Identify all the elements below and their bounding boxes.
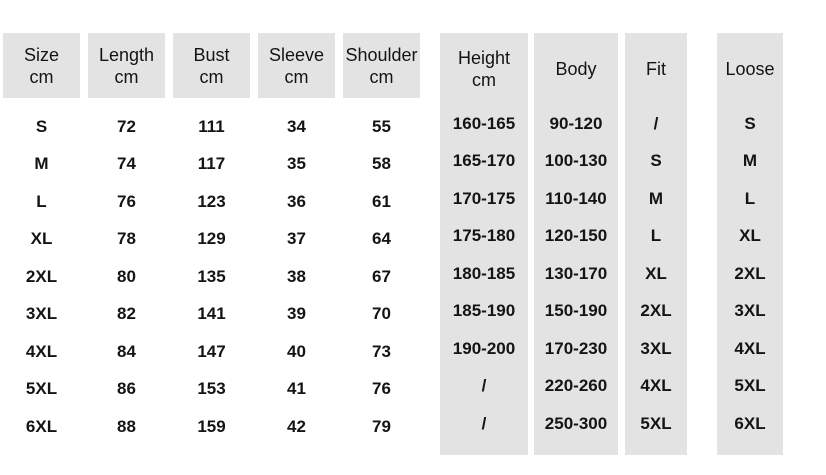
table-cell: 120-150 [544, 226, 608, 246]
table-cell: XL [30, 229, 53, 249]
table-cell: 86 [117, 379, 136, 399]
table-cell: 4XL [25, 341, 58, 361]
table-cell: 61 [372, 191, 391, 211]
table-row [3, 408, 420, 446]
column-header [717, 33, 783, 105]
table-row [3, 333, 420, 371]
column-header-title: Sleeve [268, 44, 325, 65]
table-cell: 129 [197, 229, 226, 249]
table-column [440, 33, 528, 455]
table-cell: 80 [117, 266, 136, 286]
table-cell: 41 [287, 379, 306, 399]
table-cell: 90-120 [549, 113, 603, 133]
table-column [625, 33, 687, 455]
table-cell: 34 [287, 116, 306, 136]
table-cell: XL [645, 263, 667, 283]
column-header [88, 33, 165, 98]
table-cell: S [35, 116, 48, 136]
table-cell: 37 [287, 229, 306, 249]
table-cell: 82 [117, 304, 136, 324]
table-row [3, 108, 420, 146]
table-cell: 42 [287, 416, 306, 436]
table-cell: 3XL [25, 304, 58, 324]
table-cell: 79 [372, 416, 391, 436]
table-cell: 147 [197, 341, 226, 361]
table-cell: / [653, 113, 659, 133]
fit-guide-table [440, 33, 783, 455]
table-cell: 5XL [25, 379, 58, 399]
table-cell: 100-130 [544, 151, 608, 171]
column-header-title: Height [457, 48, 511, 68]
table-row [3, 221, 420, 259]
column-header-unit: cm [199, 66, 224, 87]
table-cell: 70 [372, 304, 391, 324]
table-cell: 58 [372, 154, 391, 174]
table-cell: XL [739, 226, 761, 246]
table-cell: 2XL [734, 263, 766, 283]
column-header-title: Shoulder [345, 44, 418, 65]
table-cell: 39 [287, 304, 306, 324]
table-cell: 6XL [734, 413, 766, 433]
table-cell: 141 [197, 304, 226, 324]
measurements-table-body [3, 108, 420, 446]
table-cell: M [34, 154, 49, 174]
table-cell: 36 [287, 191, 306, 211]
table-cell: 3XL [640, 338, 672, 358]
table-cell: 35 [287, 154, 306, 174]
table-cell: 160-165 [452, 113, 516, 133]
table-row [3, 296, 420, 334]
column-header-title: Length [98, 44, 155, 65]
column-header-unit: cm [369, 66, 394, 87]
table-cell: 74 [117, 154, 136, 174]
column-header [343, 33, 420, 98]
table-cell: S [650, 151, 662, 171]
table-cell: 5XL [640, 413, 672, 433]
column-header-title: Size [23, 44, 59, 65]
table-cell: 6XL [25, 416, 58, 436]
table-cell: 76 [372, 379, 391, 399]
measurements-table [3, 33, 420, 446]
table-cell: 250-300 [544, 413, 608, 433]
table-cell: L [650, 226, 662, 246]
table-cell: 38 [287, 266, 306, 286]
table-row [3, 183, 420, 221]
table-cell: 3XL [734, 301, 766, 321]
table-cell: 88 [117, 416, 136, 436]
column-header-unit: cm [114, 66, 139, 87]
measurements-table-header-row [3, 33, 420, 98]
table-cell: 67 [372, 266, 391, 286]
table-cell: L [36, 191, 47, 211]
column-header-unit: cm [29, 66, 54, 87]
table-cell: 170-230 [544, 338, 608, 358]
column-header-unit: cm [284, 66, 309, 87]
table-cell: 153 [197, 379, 226, 399]
table-cell: 190-200 [452, 338, 516, 358]
table-cell: 2XL [25, 266, 58, 286]
column-header [173, 33, 250, 98]
table-cell: 170-175 [452, 188, 516, 208]
column-header-title: Loose [725, 59, 775, 79]
table-cell: 220-260 [544, 376, 608, 396]
table-cell: 76 [117, 191, 136, 211]
table-cell: 123 [197, 191, 226, 211]
table-cell: 111 [198, 116, 225, 136]
table-cell: 110-140 [545, 188, 607, 208]
table-row [3, 258, 420, 296]
table-cell: 40 [287, 341, 306, 361]
table-cell: / [481, 376, 487, 396]
column-header [3, 33, 80, 98]
table-cell: 4XL [640, 376, 672, 396]
table-cell: 55 [372, 116, 391, 136]
table-cell: 5XL [734, 376, 766, 396]
column-header [258, 33, 335, 98]
table-cell: 150-190 [544, 301, 608, 321]
table-cell: 64 [372, 229, 391, 249]
table-cell: 175-180 [452, 226, 516, 246]
table-cell: M [648, 188, 664, 208]
table-cell: 130-170 [544, 263, 608, 283]
table-cell: 4XL [734, 338, 766, 358]
table-row [3, 371, 420, 409]
table-column [534, 33, 618, 455]
column-header [440, 33, 528, 105]
table-cell: 73 [372, 341, 391, 361]
column-header [534, 33, 618, 105]
column-header-title: Body [555, 59, 597, 79]
table-cell: S [744, 113, 756, 133]
table-cell: 159 [197, 416, 226, 436]
table-cell: 117 [197, 154, 226, 174]
table-column [717, 33, 783, 455]
column-header-title: Fit [646, 59, 666, 79]
table-row [3, 146, 420, 184]
table-cell: 78 [117, 229, 136, 249]
table-cell: / [481, 413, 487, 433]
table-cell: 165-170 [452, 151, 516, 171]
table-cell: 2XL [640, 301, 672, 321]
table-cell: M [742, 151, 758, 171]
column-header-unit: cm [472, 70, 496, 90]
table-cell: 84 [117, 341, 136, 361]
column-header-title: Bust [193, 44, 230, 65]
table-cell: 180-185 [452, 263, 516, 283]
table-cell: 72 [117, 116, 136, 136]
table-cell: 135 [197, 266, 226, 286]
table-cell: 185-190 [452, 301, 516, 321]
column-header [625, 33, 687, 105]
table-cell: L [744, 188, 756, 208]
